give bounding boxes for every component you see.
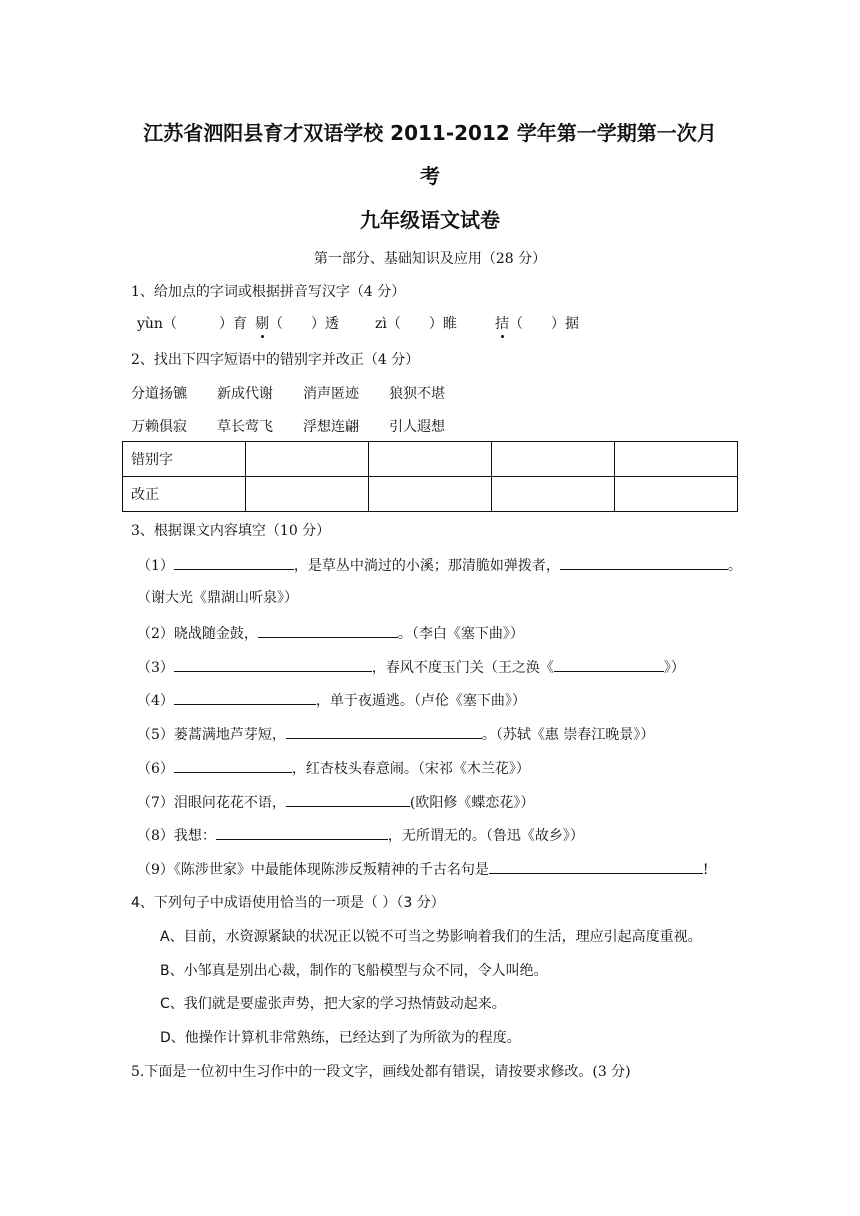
line-text: 。 bbox=[727, 558, 742, 574]
q1-items bbox=[137, 313, 579, 333]
q2-phrases-row2 bbox=[131, 416, 475, 436]
answer-cell[interactable] bbox=[615, 477, 738, 512]
line-text: （7）泪眼问花花不语， bbox=[137, 795, 286, 811]
line-text: ，单于夜遁逃。（卢伦《塞下曲》） bbox=[315, 693, 526, 709]
item-number: （1） bbox=[137, 558, 174, 574]
item-number: （4） bbox=[137, 693, 174, 709]
answer-blank[interactable] bbox=[489, 858, 703, 874]
table-row bbox=[123, 442, 738, 477]
q3-line-6 bbox=[137, 757, 530, 778]
line-text: 。（李白《塞下曲》） bbox=[397, 626, 524, 642]
line-text: ! bbox=[702, 862, 709, 878]
q3-line-9 bbox=[137, 858, 709, 879]
answer-blank[interactable] bbox=[258, 622, 398, 638]
line-text: （5）蒌蒿满地芦芽短， bbox=[137, 727, 286, 743]
line-text: 。（苏轼《惠 崇春江晚景》） bbox=[481, 727, 655, 743]
answer-blank[interactable] bbox=[560, 554, 728, 570]
exam-title: 九年级语文试卷 bbox=[360, 208, 500, 232]
answer-blank[interactable] bbox=[174, 656, 372, 672]
q1-item-1: yùn（ ）育 bbox=[137, 316, 247, 332]
phrase: 草长莺飞 bbox=[217, 419, 273, 435]
item-number: （3） bbox=[137, 660, 174, 676]
answer-cell[interactable] bbox=[246, 477, 369, 512]
exam-header-line2: 考 bbox=[420, 164, 440, 188]
q1-item-2-char: 剔 bbox=[255, 313, 269, 333]
q1-stem: 1、给加点的字词或根据拼音写汉字（4 分） bbox=[131, 284, 406, 300]
q1-item-3: zì（ ）睢 bbox=[375, 316, 457, 332]
answer-blank[interactable] bbox=[174, 554, 294, 570]
phrase: 引人遐想 bbox=[389, 419, 445, 435]
q5-stem: 5.下面是一位初中生习作中的一段文字，画线处都有错误，请按要求修改。(3 分) bbox=[131, 1064, 631, 1080]
answer-cell[interactable] bbox=[492, 477, 615, 512]
phrase: 分道扬镳 bbox=[131, 386, 187, 402]
phrase: 万赖俱寂 bbox=[131, 419, 187, 435]
section-heading: 第一部分、基础知识及应用（28 分） bbox=[313, 251, 547, 267]
line-text: （9）《陈涉世家》中最能体现陈涉反叛精神的千古名句是 bbox=[137, 862, 489, 878]
phrase: 狼狈不堪 bbox=[389, 386, 445, 402]
q3-line-1-source: （谢大光《鼎湖山听泉》） bbox=[137, 590, 298, 606]
answer-cell[interactable] bbox=[246, 442, 369, 477]
q3-line-4 bbox=[137, 689, 526, 710]
q3-line-7 bbox=[137, 791, 534, 812]
q3-stem: 3、根据课文内容填空（10 分） bbox=[131, 523, 331, 539]
item-number: （6） bbox=[137, 761, 174, 777]
q2-stem: 2、找出下四字短语中的错别字并改正（4 分） bbox=[131, 352, 420, 368]
q4-option-a: A、目前，水资源紧缺的状况正以锐不可当之势影响着我们的生活，理应引起高度重视。 bbox=[160, 929, 702, 945]
line-text: （8）我想： bbox=[137, 828, 216, 844]
answer-blank[interactable] bbox=[286, 723, 482, 739]
q1-item-2-text: （ ）透 bbox=[269, 316, 339, 332]
line-text: (欧阳修《蝶恋花》） bbox=[409, 795, 535, 811]
answer-blank[interactable] bbox=[174, 757, 292, 773]
q3-line-5 bbox=[137, 723, 654, 744]
q3-line-3 bbox=[137, 656, 685, 677]
answer-cell[interactable] bbox=[492, 442, 615, 477]
q3-line-1 bbox=[137, 554, 742, 575]
q1-item-4-text: （ ）据 bbox=[509, 316, 579, 332]
q1-item-2 bbox=[255, 313, 375, 333]
answer-blank[interactable] bbox=[554, 656, 664, 672]
line-text: ，是草丛中淌过的小溪；那清脆如弹拨者， bbox=[293, 558, 560, 574]
q3-line-2 bbox=[137, 622, 524, 643]
line-text: ，红杏枝头春意闹。（宋祁《木兰花》） bbox=[291, 761, 530, 777]
q4-stem: 4、下列句子中成语使用恰当的一项是（ ）（3 分） bbox=[131, 895, 445, 911]
answer-cell[interactable] bbox=[369, 442, 492, 477]
q1-item-4-char: 拮 bbox=[495, 313, 509, 333]
phrase: 新成代谢 bbox=[217, 386, 273, 402]
answer-cell[interactable] bbox=[615, 442, 738, 477]
line-text: 》） bbox=[663, 660, 685, 676]
table-row bbox=[123, 477, 738, 512]
line-text: ，春风不度玉门关（王之涣《 bbox=[371, 660, 554, 676]
line-text: ，无所谓无的。（鲁迅《故乡》） bbox=[387, 828, 584, 844]
q4-option-d: D、他操作计算机非常熟练，已经达到了为所欲为的程度。 bbox=[160, 1030, 521, 1046]
row-label-wrong: 错别字 bbox=[123, 442, 246, 477]
q1-item-4 bbox=[495, 313, 579, 333]
answer-blank[interactable] bbox=[174, 689, 316, 705]
q4-option-b: B、小邹真是别出心裁，制作的飞船模型与众不同，令人叫绝。 bbox=[160, 963, 548, 979]
q2-phrases-row1 bbox=[131, 383, 475, 403]
answer-cell[interactable] bbox=[369, 477, 492, 512]
row-label-correct: 改正 bbox=[123, 477, 246, 512]
phrase: 浮想连翩 bbox=[303, 419, 359, 435]
q4-option-c: C、我们就是要虚张声势，把大家的学习热情鼓动起来。 bbox=[160, 996, 506, 1012]
correction-table bbox=[122, 441, 738, 512]
q3-line-8 bbox=[137, 824, 584, 845]
phrase: 消声匿迹 bbox=[303, 386, 359, 402]
answer-blank[interactable] bbox=[286, 791, 410, 807]
answer-blank[interactable] bbox=[216, 824, 388, 840]
line-text: （2）晓战随金鼓， bbox=[137, 626, 258, 642]
exam-header-line1: 江苏省泗阳县育才双语学校 2011-2012 学年第一学期第一次月 bbox=[143, 121, 717, 145]
